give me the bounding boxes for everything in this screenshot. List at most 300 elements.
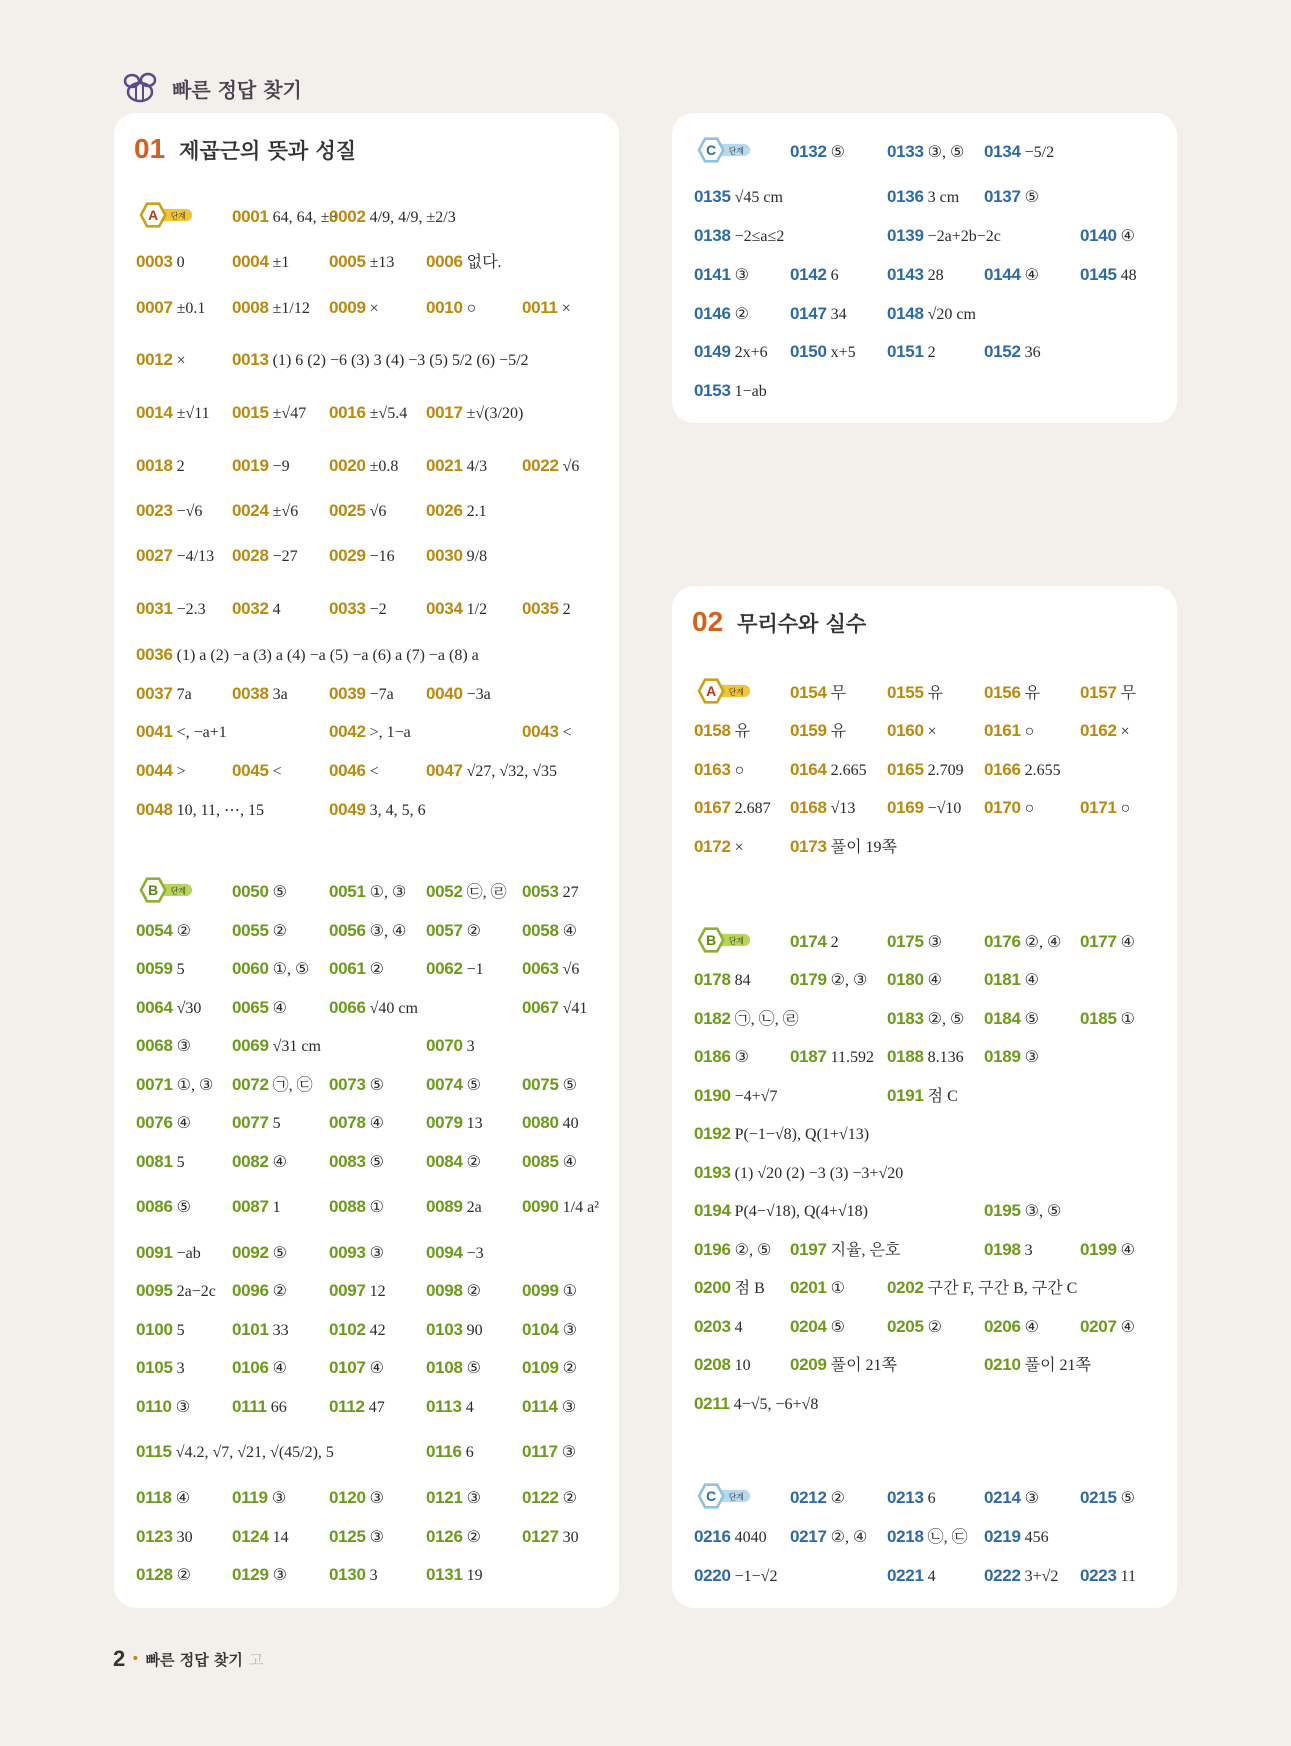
answer-item [522,1358,577,1379]
answer-value: 지율, 은호 [830,1242,901,1259]
answer-number: 0019 [232,456,269,475]
answer-number: 0106 [232,1358,269,1377]
answer-number: 0033 [329,599,366,618]
answer-value: 2 [176,458,185,475]
answer-number: 0171 [1080,798,1117,817]
answer-item [887,265,944,286]
answer-value: ③ [176,1038,191,1055]
answer-value: ④ [1120,934,1135,951]
answer-item [522,456,579,477]
answer-item [426,1320,483,1341]
answer-number: 0134 [984,142,1021,161]
answer-number: 0046 [329,761,366,780]
answer-item [694,721,750,742]
answer-item [136,684,192,705]
answer-number: 0213 [887,1488,924,1507]
answer-number: 0221 [887,1566,924,1585]
answer-item [694,970,751,991]
bullet-icon: • [131,1651,140,1667]
answer-number: 0067 [522,998,559,1017]
answer-item [232,998,287,1019]
answer-number: 0045 [232,761,269,780]
answer-value: 33 [272,1322,289,1339]
answer-value: −5/2 [1024,144,1055,161]
answer-number: 0083 [329,1152,366,1171]
answer-item [522,1281,577,1302]
answer-value: 48 [1120,267,1137,284]
answer-number: 0149 [694,342,731,361]
answer-value: 1 [272,1199,281,1216]
answer-number: 0086 [136,1197,173,1216]
answer-value: ② [466,923,481,940]
answer-item [984,1009,1039,1030]
answer-number: 0102 [329,1320,366,1339]
answer-number: 0009 [329,298,366,317]
answer-value: <, −a+1 [176,724,227,741]
page-header [118,70,302,106]
answer-value: 2.687 [734,800,771,817]
section-02-title [692,606,866,638]
answer-value: 2.709 [927,762,964,779]
answer-item [984,187,1039,208]
answer-value: 13 [466,1115,483,1132]
badge-step-label: 단계 [170,211,186,221]
answer-number: 0060 [232,959,269,978]
answer-value: 66 [270,1399,287,1416]
answer-item [426,1036,475,1057]
answer-value: 4 [272,601,281,618]
answer-item [136,645,479,666]
answer-item [136,1442,334,1463]
answer-number: 0096 [232,1281,269,1300]
answer-item [984,1566,1058,1587]
answer-value: 무 [830,685,847,702]
answer-item [984,760,1061,781]
answer-value: < [272,763,282,780]
answer-number: 0109 [522,1358,559,1377]
answer-number: 0108 [426,1358,463,1377]
answer-number: 0112 [329,1397,365,1416]
answer-value: ① [1120,1011,1135,1028]
answer-number: 0139 [887,226,924,245]
answer-number: 0199 [1080,1240,1117,1259]
answer-item [232,546,298,567]
answer-item [887,1278,1077,1299]
answer-number: 0188 [887,1047,924,1066]
answer-number: 0035 [522,599,559,618]
answer-number: 0058 [522,921,559,940]
answer-number: 0059 [136,959,173,978]
answer-value: ±0.8 [369,458,399,475]
answer-item [426,501,487,522]
answer-number: 0117 [522,1442,558,1461]
answer-number: 0163 [694,760,731,779]
answer-value: 2.655 [1024,762,1061,779]
answer-value: ④ [175,1490,191,1507]
answer-number: 0103 [426,1320,463,1339]
badge-step-label: 단계 [728,1492,744,1502]
answer-value: ②, ③ [830,972,868,989]
answer-value: ⑤ [830,144,845,161]
answer-item [329,684,394,705]
answer-item [694,760,744,781]
answer-number: 0085 [522,1152,559,1171]
answer-number: 0136 [887,187,924,206]
answer-value: ±√11 [176,405,210,422]
answer-value: ⑤ [176,1199,191,1216]
answer-value: 2x+6 [734,344,768,361]
answer-value: 2.665 [830,762,867,779]
answer-item [232,1358,287,1379]
answer-item [522,959,579,980]
answer-value: 풀이 21쪽 [830,1357,897,1374]
answer-value: 3 [466,1038,475,1055]
answer-number: 0158 [694,721,731,740]
answer-item [136,1397,190,1418]
answer-value: −√10 [927,800,962,817]
answer-number: 0110 [136,1397,172,1416]
answer-number: 0038 [232,684,269,703]
answer-item [694,1394,818,1415]
answer-value: 유 [927,685,944,702]
answer-value: ① [562,1283,577,1300]
answer-item [694,1163,903,1184]
answer-value: √6 [562,458,580,475]
section-number: 02 [692,606,724,637]
answer-number: 0018 [136,456,173,475]
answer-value: 3+√2 [1024,1568,1059,1585]
answer-item [984,1201,1061,1222]
answer-item [522,1442,576,1463]
answer-number: 0071 [136,1075,173,1094]
answer-value: 28 [927,267,944,284]
answer-value: 19 [466,1567,483,1584]
answer-value: × [1120,723,1130,740]
answer-value: ⑤ [1120,1490,1135,1507]
answer-value: 2 [562,601,571,618]
answer-item [426,1397,474,1418]
answer-item [329,207,456,228]
answer-item [136,298,205,319]
answer-item [426,252,502,273]
answer-item [329,403,407,424]
answer-number: 0173 [790,837,827,856]
answer-number: 0076 [136,1113,173,1132]
answer-number: 0069 [232,1036,269,1055]
answer-number: 0155 [887,683,924,702]
answer-number: 0115 [136,1442,172,1461]
answer-number: 0124 [232,1527,269,1546]
answer-item [426,959,484,980]
answer-number: 0176 [984,932,1021,951]
answer-item [887,142,964,163]
answer-item [329,501,386,522]
answer-item [329,1152,384,1173]
answer-item [232,959,309,980]
answer-item [232,456,290,477]
answer-number: 0141 [694,265,731,284]
answer-value: ②, ⑤ [927,1011,965,1028]
answer-value: √20 cm [927,306,976,323]
answer-number: 0097 [329,1281,366,1300]
badge-letter: B [706,932,717,949]
answer-number: 0023 [136,501,173,520]
answer-item [790,760,867,781]
badge-letter: A [148,207,159,224]
answer-number: 0217 [790,1527,827,1546]
answer-value: 84 [734,972,751,989]
answer-number: 0048 [136,800,173,819]
answer-number: 0159 [790,721,827,740]
answer-number: 0051 [329,882,366,901]
answer-item [136,350,186,371]
answer-value: 3 [1024,1242,1033,1259]
answer-value: ③ [1024,1490,1039,1507]
answer-value: ±√47 [272,405,307,422]
answer-value: 10, 11, ⋯, 15 [176,802,265,819]
answer-item [426,684,491,705]
answer-item [522,1527,579,1548]
answer-item [522,1397,576,1418]
answer-number: 0001 [232,207,269,226]
answer-number: 0218 [887,1527,924,1546]
answer-item [887,760,964,781]
answer-value: ⑤ [272,1245,287,1262]
answer-item [426,882,507,903]
answer-value: ±1 [272,254,290,271]
answer-value: ○ [1024,723,1035,740]
answer-number: 0127 [522,1527,559,1546]
answer-item [694,1317,743,1338]
answer-number: 0133 [887,142,924,161]
answer-number: 0073 [329,1075,366,1094]
answer-value: √13 [830,800,856,817]
answer-number: 0025 [329,501,366,520]
answer-number: 0137 [984,187,1021,206]
answer-value: 2 [830,934,839,951]
answer-item [522,1488,577,1509]
answer-item [232,1397,287,1418]
answer-number: 0111 [232,1397,267,1416]
answer-number: 0160 [887,721,924,740]
answer-item [329,599,387,620]
answer-value: ③ [175,1399,191,1416]
answer-value: −9 [272,458,290,475]
level-b-badge [136,877,198,903]
answer-number: 0050 [232,882,269,901]
answer-item [329,1197,384,1218]
answer-number: 0070 [426,1036,463,1055]
badge-step-label: 단계 [170,886,186,896]
answer-number: 0211 [694,1394,730,1413]
answer-number: 0055 [232,921,269,940]
answer-item [232,252,289,273]
answer-item [984,1240,1033,1261]
answer-item [790,970,867,991]
answer-item [426,456,487,477]
answer-value: ② [466,1154,481,1171]
answer-value: ○ [1024,800,1035,817]
answer-number: 0222 [984,1566,1021,1585]
answer-value: 4−√5, −6+√8 [733,1396,819,1413]
answer-number: 0005 [329,252,366,271]
answer-item [694,265,749,286]
answer-number: 0015 [232,403,269,422]
answer-number: 0113 [426,1397,462,1416]
answer-value: ⑤ [466,1360,481,1377]
answer-item [329,1358,384,1379]
answer-value: 7a [176,686,192,703]
answer-item [522,882,579,903]
answer-item [694,304,749,325]
answer-number: 0143 [887,265,924,284]
answer-item [694,342,768,363]
answer-item [1080,683,1136,704]
answer-item [136,1113,191,1134]
answer-value: 47 [368,1399,385,1416]
answer-value: ② [830,1490,845,1507]
answer-number: 0200 [694,1278,731,1297]
answer-value: 5 [176,1154,185,1171]
answer-number: 0169 [887,798,924,817]
answer-number: 0119 [232,1488,268,1507]
answer-number: 0028 [232,546,269,565]
answer-value: ③ [271,1490,287,1507]
bee-logo-icon [118,70,162,106]
answer-number: 0192 [694,1124,731,1143]
answer-number: 0087 [232,1197,269,1216]
answer-item [232,298,310,319]
answer-item [329,252,394,273]
answer-item [887,970,942,991]
answer-number: 0122 [522,1488,559,1507]
answer-number: 0031 [136,599,173,618]
answer-value: ③, ⑤ [1024,1203,1062,1220]
answer-number: 0027 [136,546,173,565]
answer-number: 0104 [522,1320,559,1339]
answer-value: ㉢, ㉣ [466,884,507,901]
answer-value: ㉡, ㉢ [927,1529,968,1546]
answer-item [790,683,846,704]
answer-item [136,959,185,980]
answer-item [136,1243,201,1264]
answer-number: 0132 [790,142,827,161]
answer-item [232,761,282,782]
answer-item [984,1047,1039,1068]
answer-number: 0148 [887,304,924,323]
answer-value: 9/8 [466,548,488,565]
answer-number: 0195 [984,1201,1021,1220]
answer-item [790,1278,845,1299]
answer-item [232,1152,287,1173]
answer-item [887,1566,936,1587]
answer-item [887,1527,968,1548]
answer-value: >, 1−a [369,724,411,741]
answer-item [136,998,201,1019]
answer-number: 0128 [136,1565,173,1584]
answer-item [1080,226,1135,247]
answer-item [136,1036,191,1057]
answer-number: 0042 [329,722,366,741]
answer-value: ④ [272,1000,287,1017]
answer-value: √6 [562,961,580,978]
answer-value: 12 [369,1283,386,1300]
answer-number: 0208 [694,1355,731,1374]
answer-item [790,721,846,742]
answer-value: ③ [369,1490,384,1507]
answer-number: 0145 [1080,265,1117,284]
answer-value: 11.592 [830,1049,875,1066]
answer-value: 30 [176,1529,193,1546]
page-number: 2 [113,1646,126,1671]
answer-item [887,1009,964,1030]
footer-ghost-text: 고 [248,1650,264,1669]
page-footer [113,1646,263,1672]
answer-value: 1−ab [734,383,767,400]
answer-item [136,1565,191,1586]
answer-item [329,1320,386,1341]
answer-item [984,265,1039,286]
answer-value: ±√(3/20) [466,405,524,422]
answer-item [426,1197,482,1218]
answer-value: 무 [1120,685,1137,702]
answer-value: × [561,300,571,317]
answer-number: 0210 [984,1355,1021,1374]
answer-value: −2.3 [176,601,206,618]
answer-number: 0020 [329,456,366,475]
answer-item [984,1527,1049,1548]
answer-number: 0008 [232,298,269,317]
answer-item [694,1124,869,1145]
answer-item [887,187,959,208]
answer-number: 0044 [136,761,173,780]
answer-value: ⑤ [562,1077,577,1094]
answer-item [694,1086,777,1107]
answer-value: 1/2 [466,601,488,618]
answer-value: ±0.1 [176,300,206,317]
answer-item [1080,1317,1135,1338]
answer-item [232,684,288,705]
badge-step-label: 단계 [728,687,744,697]
answer-number: 0123 [136,1527,173,1546]
answer-value: 4/9, 4/9, ±2/3 [369,209,456,226]
answer-value: √27, √32, √35 [466,763,557,780]
answer-number: 0080 [522,1113,559,1132]
answer-value: 4/3 [466,458,488,475]
answer-number: 0201 [790,1278,827,1297]
answer-number: 0153 [694,381,731,400]
answer-number: 0026 [426,501,463,520]
answer-item [232,921,287,942]
section-name: 무리수와 실수 [737,612,867,636]
answer-item [426,1488,481,1509]
answer-value: 4 [465,1399,474,1416]
answer-number: 0147 [790,304,827,323]
answer-item [426,1527,481,1548]
answer-value: ⑤ [1024,1011,1039,1028]
answer-value: 2a−2c [176,1283,216,1300]
answer-number: 0205 [887,1317,924,1336]
answer-item [790,1527,867,1548]
answer-value: 풀이 19쪽 [830,839,897,856]
answer-value: ② [562,1490,577,1507]
answer-number: 0034 [426,599,463,618]
answer-number: 0056 [329,921,366,940]
answer-item [329,761,379,782]
answer-item [136,1320,185,1341]
answer-value: (1) 6 (2) −6 (3) 3 (4) −3 (5) 5/2 (6) −5/2 [272,352,529,369]
answer-item [887,304,976,325]
